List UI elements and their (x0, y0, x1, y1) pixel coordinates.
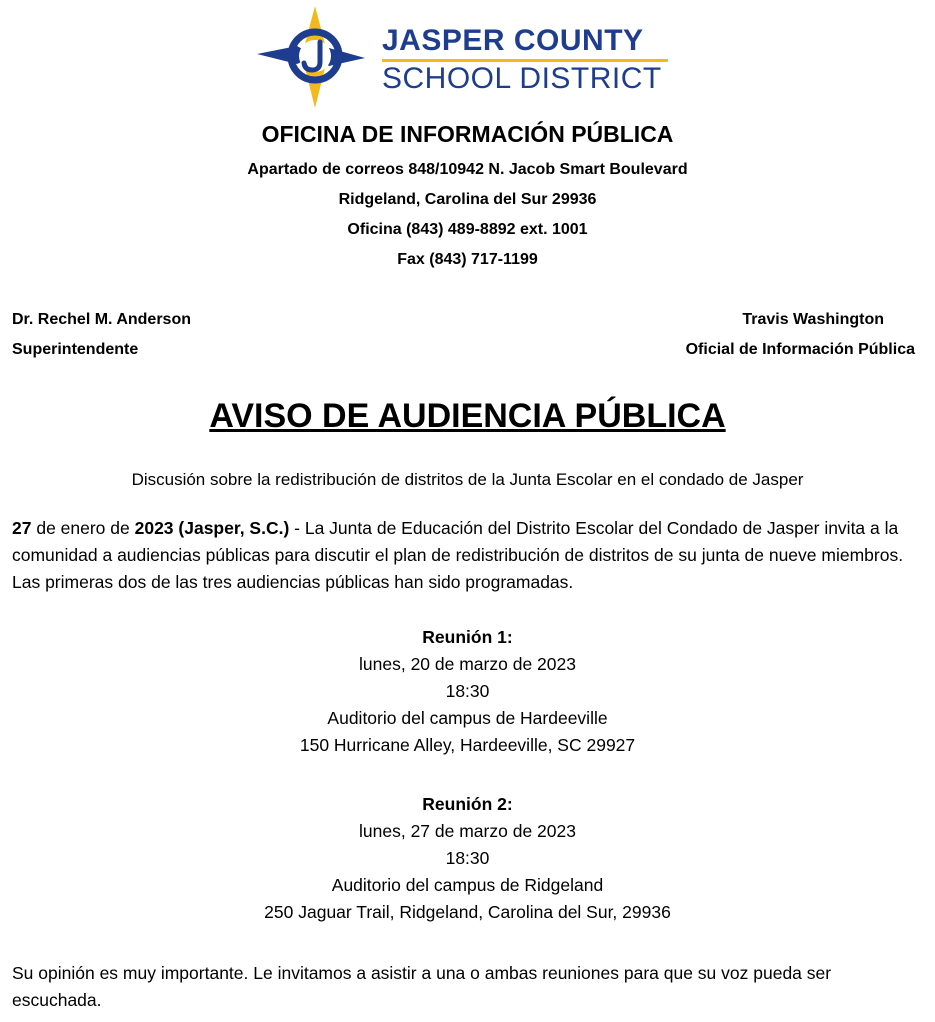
superintendent-title: Superintendente (12, 341, 139, 358)
meeting-1-venue: Auditorio del campus de Hardeeville (327, 708, 608, 728)
address-line1: Apartado de correos 848/10942 N. Jacob Smart Boulevard (247, 161, 688, 178)
dateline-year-place: 2023 (Jasper, S.C.) (134, 518, 290, 538)
meeting-2-date: lunes, 27 de marzo de 2023 (359, 821, 576, 841)
compass-star-icon (255, 4, 367, 110)
dateline-month: de enero de (31, 518, 135, 538)
office-title: OFICINA DE INFORMACIÓN PÚBLICA (261, 121, 674, 147)
office-fax: Fax (843) 717-1199 (397, 251, 538, 268)
notice-body-paragraph (12, 515, 930, 596)
notice-subtitle: Discusión sobre la redistribución de distritos de la Junta Escolar en el condado de Jasper (131, 470, 804, 489)
meeting-1-address: 150 Hurricane Alley, Hardeeville, SC 29927 (299, 735, 636, 755)
address-line2: Ridgeland, Carolina del Sur 29936 (338, 191, 597, 208)
pio-title: Oficial de Información Pública (685, 341, 915, 358)
dateline-day: 27 (12, 518, 32, 538)
office-phone: Oficina (843) 489-8892 ext. 1001 (347, 221, 588, 238)
closing-paragraph: Su opinión es muy importante. Le invitamos a asistir a una o ambas reuniones para que su voz pueda ser escuchada. (12, 963, 832, 1010)
meeting-2-label: Reunión 2: (422, 794, 513, 814)
meeting-1-label: Reunión 1: (422, 627, 513, 647)
notice-headline: AVISO DE AUDIENCIA PÚBLICA (209, 397, 726, 435)
meeting-1-time: 18:30 (445, 681, 490, 701)
meeting-2-address: 250 Jaguar Trail, Ridgeland, Carolina del Sur, 29936 (264, 902, 671, 922)
meeting-2-time: 18:30 (445, 848, 490, 868)
meeting-2-venue: Auditorio del campus de Ridgeland (331, 875, 604, 895)
meeting-1-date: lunes, 20 de marzo de 2023 (359, 654, 576, 674)
logo-text-line2: SCHOOL DISTRICT (382, 62, 662, 95)
logo-text-line1: JASPER COUNTY (382, 24, 644, 57)
pio-name: Travis Washington (742, 311, 884, 328)
superintendent-name: Dr. Rechel M. Anderson (12, 311, 191, 328)
notice-body-text: - La Junta de Educación del Distrito Escolar del Condado de Jasper invita a la comunidad a audiencias públicas para discutir el plan de redistribución de distritos de su junta de nueve miembros. Las primeras dos de las tres audiencias públicas han sido programadas. (12, 518, 904, 592)
district-logo (255, 4, 675, 110)
